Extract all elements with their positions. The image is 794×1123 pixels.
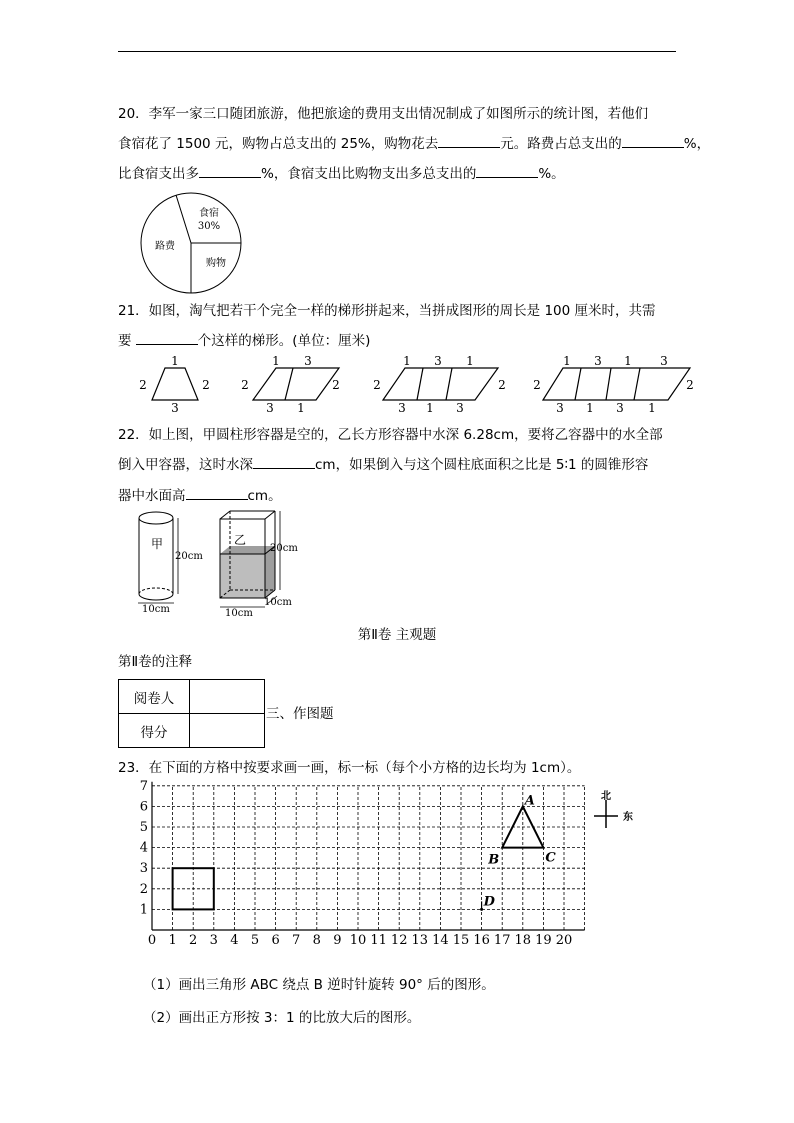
label-point-a: A [524, 793, 535, 809]
q22-line3: 器中水面高 cm。 [118, 488, 282, 504]
label-yi-width: 10cm [225, 608, 253, 619]
label: 3 [398, 401, 406, 415]
label-yi-depth: 10cm [264, 597, 292, 608]
y-tick-label: 6 [139, 799, 148, 815]
answer-blank[interactable] [438, 134, 500, 148]
x-tick-label: 11 [370, 933, 387, 948]
score-table [118, 679, 265, 748]
label: 3 [434, 354, 442, 368]
answer-blank[interactable] [186, 486, 248, 500]
q21-line1: 21．如图，淘气把若干个完全一样的梯形拼起来，当拼成图形的周长是 100 厘米时，共需 [118, 303, 656, 319]
trapezoid-2 [253, 368, 339, 400]
container-figures [130, 508, 310, 620]
label: 1 [563, 354, 571, 368]
q20-line1: 20．李军一家三口随团旅游，他把旅途的费用支出情况制成了如图所示的统计图，若他们 [118, 106, 649, 122]
x-tick-label: 10 [349, 933, 367, 948]
trapezoid-1 [152, 368, 198, 400]
y-tick-label: 2 [139, 881, 148, 897]
label-point-d: D [483, 894, 495, 910]
label: 1 [297, 401, 305, 415]
x-tick-label: 3 [209, 933, 218, 948]
x-tick-label: 5 [250, 933, 260, 948]
grader-cell[interactable] [190, 680, 265, 714]
x-tick-label: 8 [312, 933, 321, 948]
section-heading: 三、作图题 [266, 706, 334, 722]
label: 2 [373, 378, 381, 392]
pie-label-food-pct: 30% [197, 221, 221, 232]
x-tick-label: 13 [411, 933, 429, 948]
q21-line2: 要 个这样的梯形。(单位：厘米) [118, 333, 371, 349]
label: 1 [624, 354, 632, 368]
x-tick-label: 18 [514, 933, 532, 948]
pie-label-travel: 路费 [155, 241, 175, 252]
y-tick-label: 3 [139, 861, 148, 877]
x-tick-label: 9 [333, 933, 342, 948]
score-cell[interactable] [190, 714, 265, 748]
x-tick-label: 15 [452, 933, 470, 948]
label-yi: 乙 [233, 533, 247, 547]
label: 2 [533, 378, 541, 392]
answer-blank[interactable] [622, 134, 684, 148]
y-tick-label: 7 [139, 778, 148, 794]
label: 1 [403, 354, 411, 368]
section-note: 第Ⅱ卷的注释 [118, 654, 193, 670]
score-label: 得分 [119, 714, 190, 748]
label: 1 [586, 401, 594, 415]
x-tick-label: 7 [292, 933, 301, 948]
q22-line1: 22．如上图，甲圆柱形容器是空的，乙长方形容器中水深 6.28cm，要将乙容器中的水全部 [118, 427, 663, 443]
label: 3 [556, 401, 564, 415]
label: 3 [171, 401, 179, 415]
section-title: 第Ⅱ卷 主观题 [357, 627, 437, 643]
x-tick-label: 1 [168, 933, 177, 948]
answer-blank[interactable] [253, 455, 315, 469]
x-tick-label: 19 [535, 933, 552, 948]
label: 3 [616, 401, 624, 415]
compass-east: 东 [623, 812, 633, 823]
coordinate-grid [130, 778, 650, 964]
x-tick-label: 20 [555, 933, 573, 948]
compass-north: 北 [601, 791, 611, 802]
label: 1 [426, 401, 434, 415]
answer-blank[interactable] [199, 164, 261, 178]
x-tick-label: 16 [473, 933, 490, 948]
answer-blank[interactable] [136, 331, 198, 345]
q23-line1: 23．在下面的方格中按要求画一画，标一标（每个小方格的边长均为 1cm）。 [118, 760, 581, 776]
trapezoid-4 [543, 368, 690, 400]
pie-label-food: 食宿 [199, 208, 219, 219]
x-tick-label: 2 [189, 933, 198, 948]
label: 1 [466, 354, 474, 368]
label: 2 [139, 378, 147, 392]
label: 3 [266, 401, 274, 415]
label: 2 [686, 378, 694, 392]
label-yi-height: 20cm [270, 543, 298, 554]
q20-line3: 比食宿支出多 %，食宿支出比购物支出多总支出的 %。 [118, 166, 565, 182]
label: 3 [456, 401, 464, 415]
x-tick-label: 12 [390, 933, 408, 948]
box-yi [220, 511, 280, 607]
header-rule [118, 51, 676, 52]
label: 1 [272, 354, 280, 368]
cylinder-jia [138, 512, 178, 603]
label: 1 [648, 401, 656, 415]
label: 2 [202, 378, 210, 392]
label: 3 [304, 354, 312, 368]
q23-sub2: （2）画出正方形按 3：1 的比放大后的图形。 [143, 1010, 421, 1026]
y-tick-label: 5 [139, 820, 148, 835]
compass-icon [592, 790, 642, 830]
label-jia-height: 20cm [175, 551, 203, 562]
label: 3 [594, 354, 602, 368]
label: 2 [498, 378, 506, 392]
trapezoid-3 [383, 368, 498, 400]
pie-chart [137, 192, 247, 296]
x-tick-label: 14 [432, 933, 449, 948]
grader-label: 阅卷人 [119, 680, 190, 714]
label: 2 [241, 378, 249, 392]
label-point-c: C [545, 850, 556, 866]
q20-line2: 食宿花了 1500 元，购物占总支出的 25%，购物花去 元。路费占总支出的 %， [118, 136, 711, 152]
label-jia-width: 10cm [142, 604, 170, 615]
y-tick-label: 1 [139, 902, 148, 918]
answer-blank[interactable] [476, 164, 538, 178]
x-tick-label: 6 [271, 933, 280, 948]
label-jia: 甲 [150, 537, 164, 551]
q22-line2: 倒入甲容器，这时水深 cm，如果倒入与这个圆柱底面积之比是 5∶1 的圆锥形容 [118, 457, 649, 473]
label-point-b: B [488, 852, 500, 868]
pie-label-shop: 购物 [206, 258, 226, 269]
y-tick-label: 4 [139, 840, 148, 856]
trapezoid-figures [130, 354, 710, 418]
label: 2 [332, 378, 340, 392]
q23-sub1: （1）画出三角形 ABC 绕点 B 逆时针旋转 90° 后的图形。 [143, 977, 495, 993]
x-tick-label: 17 [493, 933, 511, 948]
pie-divider [176, 195, 191, 243]
x-tick-label: 0 [147, 933, 157, 948]
x-tick-label: 4 [230, 933, 239, 948]
label: 1 [171, 354, 179, 368]
label: 3 [660, 354, 668, 368]
